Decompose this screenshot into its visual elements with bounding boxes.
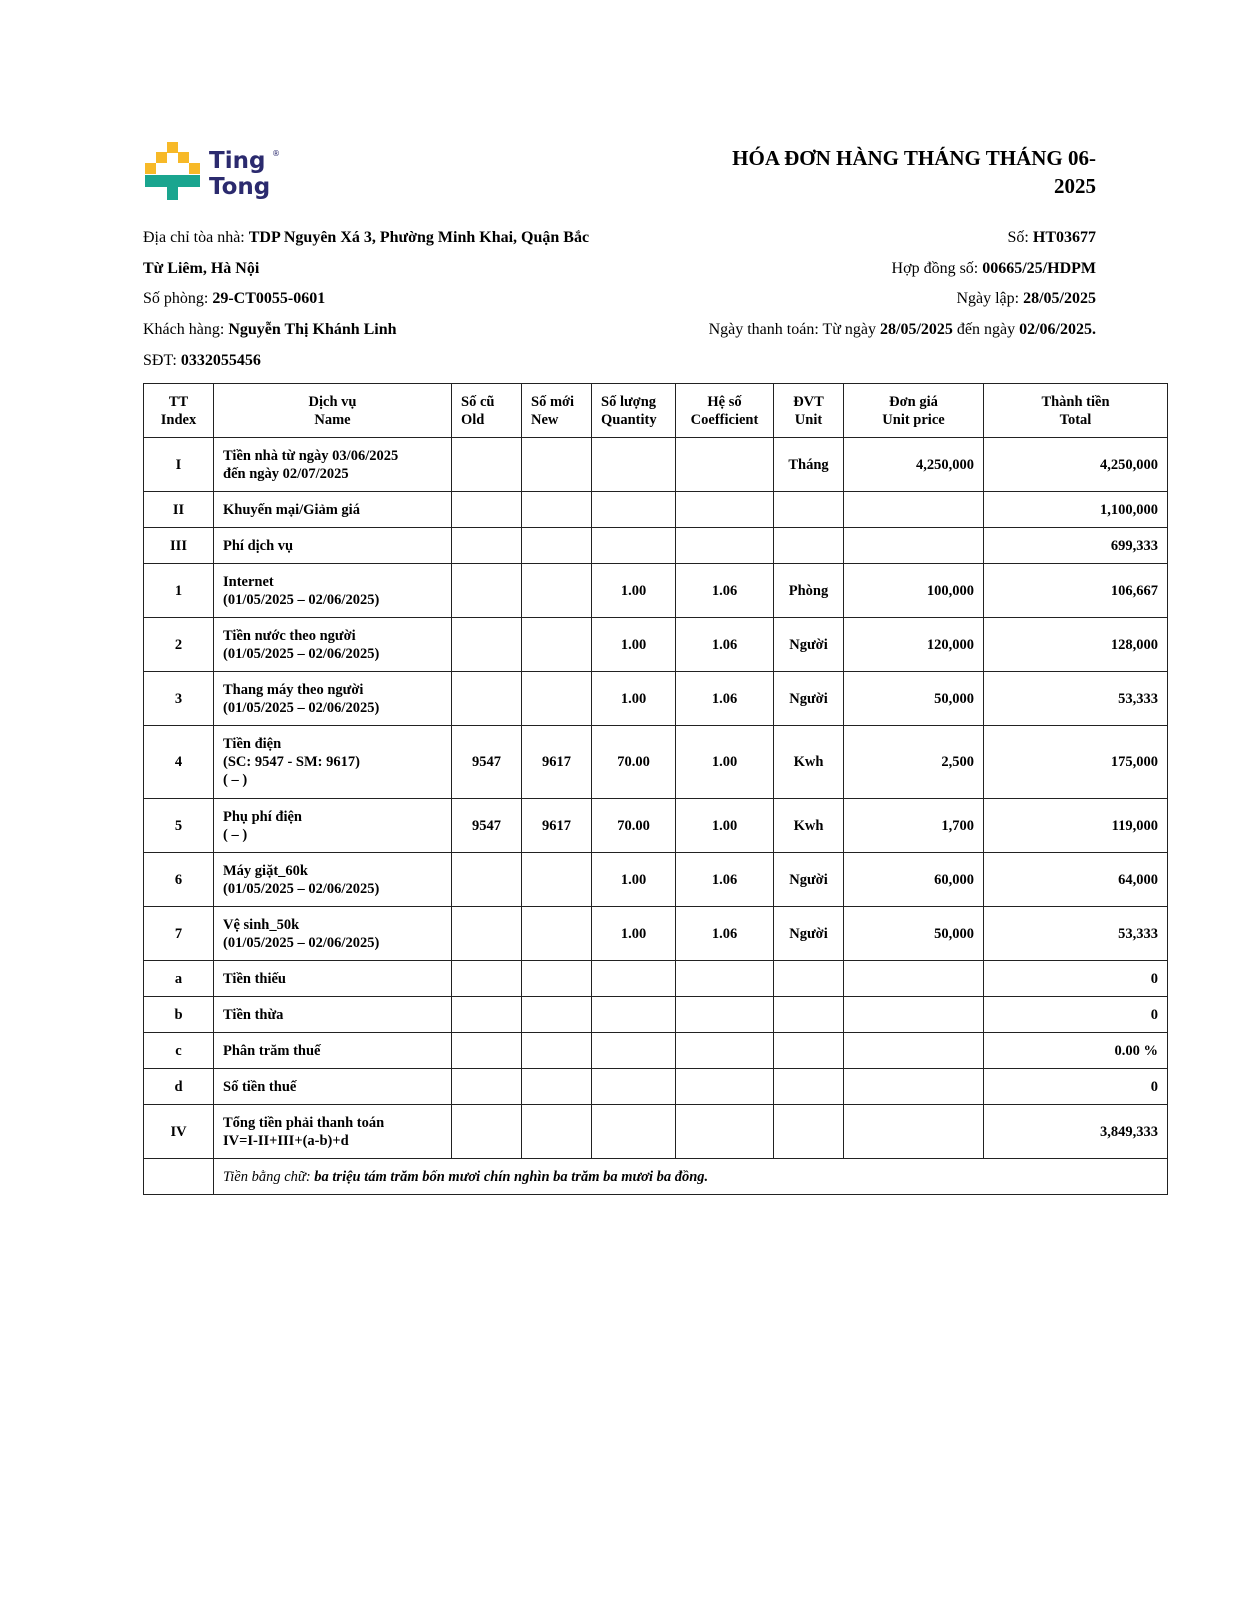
cell-quantity (592, 961, 676, 997)
cell-total: 0 (984, 1069, 1168, 1105)
service-name-line: Phụ phí điện (223, 808, 302, 825)
cell-empty (144, 1159, 214, 1195)
cell-coefficient (676, 961, 774, 997)
cell-service-name (214, 618, 452, 672)
header-vi: Số mới (531, 393, 575, 410)
table-row (144, 961, 1168, 997)
phone-value: 0332055456 (180, 351, 261, 369)
cell-old: 9547 (452, 799, 522, 853)
header-index (144, 384, 214, 438)
header-name (214, 384, 452, 438)
created-label: Ngày lập: (956, 290, 1024, 308)
room-value: 29-CT0055-0601 (212, 290, 326, 308)
cell-coefficient: 1.06 (676, 618, 774, 672)
header-unit (774, 384, 844, 438)
cell-total: 699,333 (984, 528, 1168, 564)
cell-index: d (144, 1069, 214, 1105)
cell-quantity: 1.00 (592, 618, 676, 672)
invoice-table (143, 383, 1168, 1195)
cell-unit (774, 1069, 844, 1105)
header-vi: Hệ số (707, 393, 742, 410)
header-coefficient (676, 384, 774, 438)
header-vi: TT (168, 393, 189, 410)
cell-new (522, 672, 592, 726)
cell-index: 4 (144, 726, 214, 799)
title-line-1: HÓA ĐƠN HÀNG THÁNG THÁNG 06- (732, 146, 1096, 170)
service-name-line: Máy giặt_60k (223, 862, 308, 879)
number-label: Số: (1007, 229, 1033, 246)
cell-unit: Kwh (774, 799, 844, 853)
cell-quantity (592, 492, 676, 528)
cell-quantity (592, 1033, 676, 1069)
created-value: 28/05/2025 (1023, 290, 1096, 308)
cell-service-name (214, 528, 452, 564)
header-vi: Số lượng (601, 393, 657, 410)
header-vi: Đơn giá (889, 393, 938, 410)
table-row (144, 997, 1168, 1033)
payment-period (536, 318, 1096, 349)
service-name-line: Tiền thừa (223, 1006, 284, 1023)
cell-new (522, 528, 592, 564)
service-name-line: IV=I-II+III+(a-b)+d (223, 1132, 349, 1149)
invoice-title (636, 144, 1096, 200)
number-value: HT03677 (1032, 229, 1096, 246)
cell-unit-price: 50,000 (844, 907, 984, 961)
phone-number (143, 349, 663, 380)
cell-service-name (214, 853, 452, 907)
header-en: Name (314, 411, 351, 428)
table-row (144, 1069, 1168, 1105)
cell-old (452, 997, 522, 1033)
header-vi: Thành tiền (1041, 393, 1110, 410)
header-en: New (531, 411, 559, 428)
invoice-number (536, 226, 1096, 257)
cell-new (522, 1069, 592, 1105)
cell-total: 119,000 (984, 799, 1168, 853)
cell-coefficient: 1.06 (676, 564, 774, 618)
cell-service-name (214, 1069, 452, 1105)
address-value-cont: Từ Liêm, Hà Nội (143, 259, 260, 277)
cell-total: 3,849,333 (984, 1105, 1168, 1159)
cell-unit: Người (774, 618, 844, 672)
cell-service-name (214, 907, 452, 961)
cell-unit-price: 60,000 (844, 853, 984, 907)
cell-old (452, 438, 522, 492)
cell-unit (774, 528, 844, 564)
cell-new (522, 492, 592, 528)
cell-service-name (214, 564, 452, 618)
cell-quantity: 1.00 (592, 853, 676, 907)
cell-service-name (214, 492, 452, 528)
cell-index: b (144, 997, 214, 1033)
cell-unit-price (844, 997, 984, 1033)
cell-unit-price: 4,250,000 (844, 438, 984, 492)
cell-service-name (214, 438, 452, 492)
cell-coefficient (676, 1033, 774, 1069)
payment-to: 02/06/2025. (1019, 321, 1096, 339)
title-line-2: 2025 (1054, 174, 1096, 198)
payment-from: 28/05/2025 (880, 321, 953, 339)
cell-total: 1,100,000 (984, 492, 1168, 528)
address-value: TDP Nguyên Xá 3, Phường Minh Khai, Quận Bắc (248, 229, 590, 246)
cell-new (522, 438, 592, 492)
cell-new: 9617 (522, 726, 592, 799)
cell-unit-price: 50,000 (844, 672, 984, 726)
invoice-meta (536, 226, 1096, 349)
cell-old (452, 961, 522, 997)
cell-coefficient (676, 1069, 774, 1105)
service-name-line: Tiền nhà từ ngày 03/06/2025 (223, 447, 399, 464)
cell-old: 9547 (452, 726, 522, 799)
contract-number (536, 257, 1096, 288)
cell-total: 0 (984, 997, 1168, 1033)
cell-index: 7 (144, 907, 214, 961)
cell-index: IV (144, 1105, 214, 1159)
service-name-line: ( – ) (223, 772, 248, 788)
cell-unit (774, 997, 844, 1033)
cell-unit-price (844, 961, 984, 997)
cell-unit-price: 100,000 (844, 564, 984, 618)
cell-coefficient: 1.06 (676, 853, 774, 907)
header-quantity (592, 384, 676, 438)
table-row (144, 853, 1168, 907)
cell-total: 53,333 (984, 672, 1168, 726)
service-name-line: (SC: 9547 - SM: 9617) (223, 754, 360, 770)
cell-old (452, 907, 522, 961)
words-label: Tiền bằng chữ: (223, 1168, 315, 1185)
header-vi: Dịch vụ (308, 393, 357, 410)
cell-unit-price: 1,700 (844, 799, 984, 853)
header-new (522, 384, 592, 438)
cell-unit-price (844, 1069, 984, 1105)
service-name-line: (01/05/2025 – 02/06/2025) (223, 645, 380, 662)
service-name-line: ( – ) (223, 826, 248, 843)
cell-quantity (592, 438, 676, 492)
payment-mid: đến ngày (952, 321, 1020, 339)
cell-coefficient: 1.00 (676, 799, 774, 853)
cell-unit-price (844, 492, 984, 528)
header-en: Unit price (882, 411, 945, 428)
service-name-line: Khuyến mại/Giảm giá (223, 501, 360, 518)
cell-quantity: 70.00 (592, 726, 676, 799)
header-en: Quantity (601, 411, 657, 428)
table-row (144, 492, 1168, 528)
cell-total: 0 (984, 961, 1168, 997)
cell-unit: Kwh (774, 726, 844, 799)
cell-old (452, 618, 522, 672)
cell-old (452, 1069, 522, 1105)
table-row (144, 528, 1168, 564)
cell-unit-price (844, 528, 984, 564)
cell-service-name (214, 1033, 452, 1069)
table-body (144, 438, 1168, 1195)
cell-index: 3 (144, 672, 214, 726)
cell-old (452, 492, 522, 528)
table-row (144, 438, 1168, 492)
logo-text-tong: Tong (209, 174, 271, 200)
cell-index: 6 (144, 853, 214, 907)
table-row (144, 618, 1168, 672)
cell-index: I (144, 438, 214, 492)
service-name-line: Thang máy theo người (223, 681, 364, 698)
cell-quantity (592, 1069, 676, 1105)
service-name-line: Internet (223, 573, 274, 590)
service-name-line: (01/05/2025 – 02/06/2025) (223, 934, 380, 951)
cell-coefficient (676, 438, 774, 492)
cell-new: 9617 (522, 799, 592, 853)
cell-quantity (592, 997, 676, 1033)
table-row (144, 564, 1168, 618)
cell-total: 53,333 (984, 907, 1168, 961)
words-value: ba triệu tám trăm bốn mươi chín nghìn ba trăm ba mươi ba đồng. (314, 1168, 709, 1185)
table-row (144, 726, 1168, 799)
cell-total: 175,000 (984, 726, 1168, 799)
logo-mark-icon (145, 142, 285, 204)
cell-total: 0.00 % (984, 1033, 1168, 1069)
table-row (144, 1033, 1168, 1069)
header-total (984, 384, 1168, 438)
header-en: Old (461, 411, 485, 428)
table-header-row (144, 384, 1168, 438)
cell-coefficient (676, 1105, 774, 1159)
cell-quantity (592, 528, 676, 564)
amount-in-words-row (144, 1159, 1168, 1195)
cell-service-name (214, 961, 452, 997)
cell-old (452, 1105, 522, 1159)
cell-new (522, 997, 592, 1033)
cell-quantity (592, 1105, 676, 1159)
cell-total: 4,250,000 (984, 438, 1168, 492)
service-name-line: (01/05/2025 – 02/06/2025) (223, 699, 380, 716)
payment-label: Ngày thanh toán: Từ ngày (708, 321, 881, 339)
address-label: Địa chỉ tòa nhà: (143, 229, 249, 246)
cell-service-name (214, 1105, 452, 1159)
cell-unit (774, 492, 844, 528)
table-row (144, 1105, 1168, 1159)
cell-old (452, 853, 522, 907)
registered-mark: ® (272, 149, 280, 158)
cell-coefficient: 1.06 (676, 672, 774, 726)
cell-old (452, 1033, 522, 1069)
cell-service-name (214, 799, 452, 853)
logo-text-ting: Ting (209, 148, 266, 174)
table-row (144, 672, 1168, 726)
cell-unit: Người (774, 853, 844, 907)
cell-new (522, 961, 592, 997)
cell-unit (774, 961, 844, 997)
cell-index: 2 (144, 618, 214, 672)
service-name-line: Tiền nước theo người (223, 627, 356, 644)
service-name-line: Vệ sinh_50k (223, 916, 300, 933)
table-row (144, 907, 1168, 961)
cell-unit-price (844, 1105, 984, 1159)
customer-value: Nguyễn Thị Khánh Linh (228, 321, 397, 339)
header-old (452, 384, 522, 438)
service-name-line: (01/05/2025 – 02/06/2025) (223, 880, 380, 897)
cell-new (522, 853, 592, 907)
service-name-line: Phân trăm thuế (223, 1042, 321, 1059)
amount-in-words (214, 1159, 1168, 1195)
cell-quantity: 1.00 (592, 907, 676, 961)
cell-unit (774, 1033, 844, 1069)
customer-label: Khách hàng: (143, 321, 229, 339)
cell-index: 1 (144, 564, 214, 618)
cell-quantity: 1.00 (592, 672, 676, 726)
service-name-line: (01/05/2025 – 02/06/2025) (223, 591, 380, 608)
cell-service-name (214, 997, 452, 1033)
cell-coefficient (676, 492, 774, 528)
cell-index: II (144, 492, 214, 528)
cell-unit: Phòng (774, 564, 844, 618)
cell-total: 128,000 (984, 618, 1168, 672)
tingtong-logo (145, 142, 285, 204)
cell-quantity: 1.00 (592, 564, 676, 618)
service-name-line: Tiền điện (223, 736, 282, 752)
contract-label: Hợp đồng số: (891, 259, 983, 277)
header-en: Index (160, 411, 197, 428)
cell-old (452, 528, 522, 564)
cell-index: 5 (144, 799, 214, 853)
service-name-line: Tiền thiếu (223, 970, 286, 987)
cell-old (452, 672, 522, 726)
service-name-line: Phí dịch vụ (223, 537, 294, 554)
header-en: Coefficient (690, 411, 759, 428)
cell-new (522, 618, 592, 672)
service-name-line: Số tiền thuế (223, 1078, 297, 1095)
cell-unit-price: 120,000 (844, 618, 984, 672)
cell-unit: Người (774, 907, 844, 961)
cell-unit: Người (774, 672, 844, 726)
header-vi: ĐVT (793, 393, 824, 410)
cell-quantity: 70.00 (592, 799, 676, 853)
service-name-line: đến ngày 02/07/2025 (223, 465, 349, 482)
cell-coefficient: 1.00 (676, 726, 774, 799)
room-label: Số phòng: (143, 290, 213, 308)
cell-total: 106,667 (984, 564, 1168, 618)
cell-total: 64,000 (984, 853, 1168, 907)
cell-unit-price (844, 1033, 984, 1069)
cell-service-name (214, 672, 452, 726)
created-date (536, 287, 1096, 318)
cell-unit: Tháng (774, 438, 844, 492)
cell-new (522, 1033, 592, 1069)
cell-new (522, 564, 592, 618)
cell-unit (774, 1105, 844, 1159)
cell-unit-price: 2,500 (844, 726, 984, 799)
header-vi: Số cũ (461, 393, 495, 410)
cell-new (522, 1105, 592, 1159)
header-en: Total (1059, 411, 1092, 428)
phone-label: SĐT: (143, 351, 181, 369)
header-en: Unit (794, 411, 823, 428)
header-unit-price (844, 384, 984, 438)
cell-service-name (214, 726, 452, 799)
cell-index: III (144, 528, 214, 564)
cell-coefficient (676, 997, 774, 1033)
cell-old (452, 564, 522, 618)
table-row (144, 799, 1168, 853)
cell-index: c (144, 1033, 214, 1069)
cell-coefficient: 1.06 (676, 907, 774, 961)
service-name-line: Tổng tiền phải thanh toán (223, 1114, 385, 1131)
contract-value: 00665/25/HDPM (982, 259, 1096, 277)
cell-index: a (144, 961, 214, 997)
cell-new (522, 907, 592, 961)
cell-coefficient (676, 528, 774, 564)
